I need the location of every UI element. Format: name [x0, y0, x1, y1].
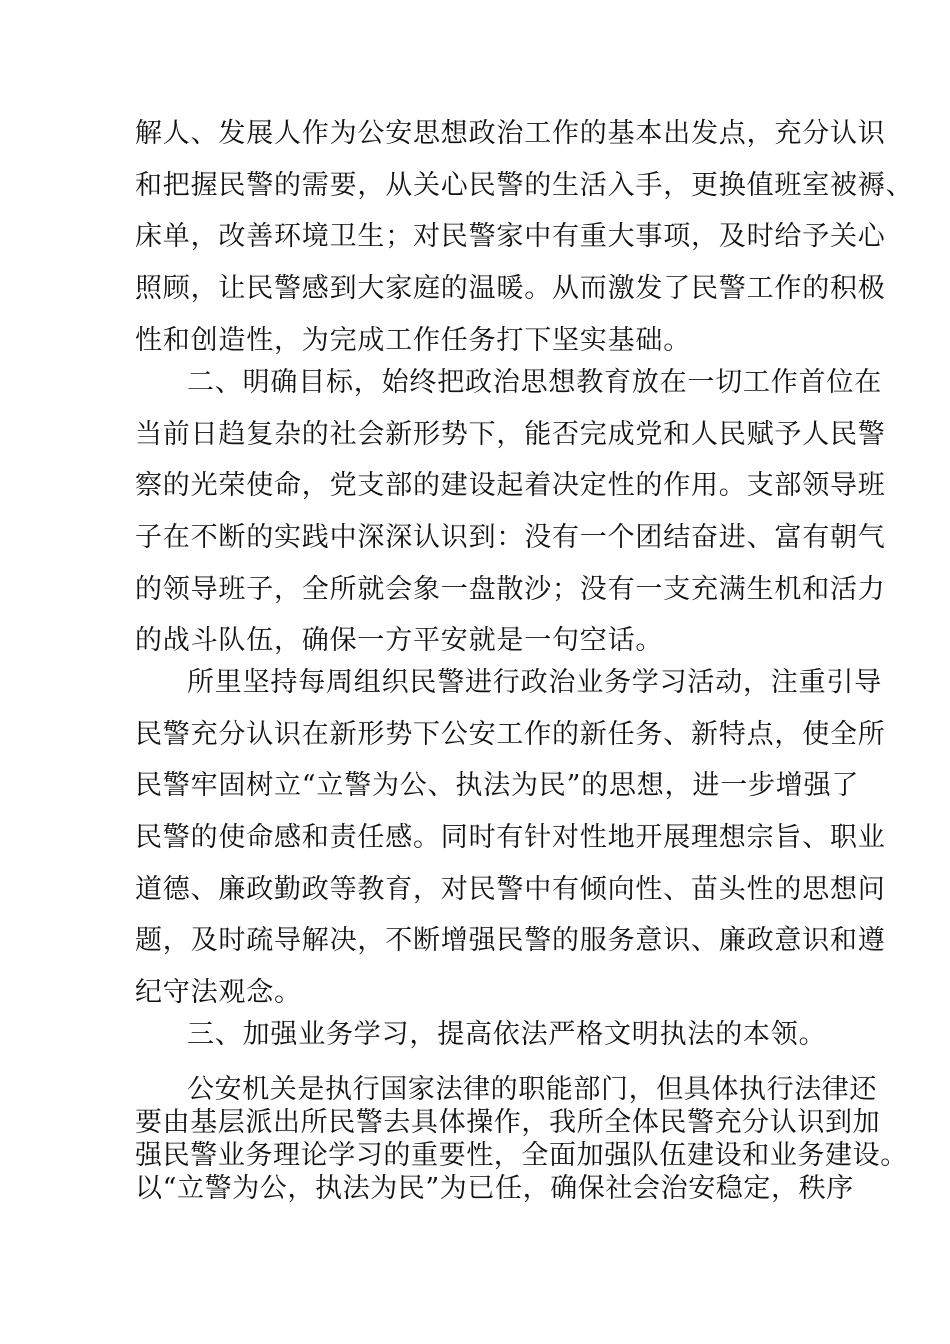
- paragraph-line: 性和创造性，为完成工作任务打下坚实基础。: [135, 324, 691, 356]
- paragraph-4: [135, 1009, 835, 1061]
- paragraph-line: 纪守法观念。: [135, 977, 302, 1009]
- section-heading: 三、加强业务学习，提高依法严格文明执法的本领。: [187, 1019, 827, 1050]
- paragraph-line: 和把握民警的需要，从关心民警的生活入手，更换值班室被褥、: [135, 169, 914, 201]
- paragraph-line: 察的光荣使命，党支部的建设起着决定性的作用。支部领导班: [135, 470, 886, 502]
- paragraph-line: 二、明确目标，始终把政治思想教育放在一切工作首位在: [187, 367, 882, 398]
- paragraph-line: 当前日趋复杂的社会新形势下，能否完成党和人民赋予人民警: [135, 418, 886, 450]
- paragraph-line: 道德、廉政勤政等教育，对民警中有倾向性、苗头性的思想问: [135, 873, 886, 905]
- paragraph-line: 的领导班子，全所就会象一盘散沙；没有一支充满生机和活力: [135, 573, 886, 605]
- paragraph-line: 解人、发展人作为公安思想政治工作的基本出发点，充分认识: [135, 118, 886, 149]
- paragraph-line: 题，及时疏导解决，不断增强民警的服务意识、廉政意识和遵: [135, 925, 886, 957]
- paragraph-line: 子在不断的实践中深深认识到：没有一个团结奋进、富有朝气: [135, 522, 886, 554]
- paragraph-1: [135, 108, 914, 366]
- paragraph-line: 民警的使命感和责任感。同时有针对性地开展理想宗旨、职业: [135, 822, 886, 854]
- paragraph-line: 的战斗队伍，确保一方平安就是一句空话。: [135, 625, 664, 657]
- paragraph-line: 以“立警为公，执法为民”为已任，确保社会治安稳定，秩序: [135, 1173, 854, 1204]
- paragraph-line: 床单，改善环境卫生；对民警家中有重大事项，及时给予关心: [135, 221, 886, 253]
- paragraph-line: 公安机关是执行国家法律的职能部门，但具体执行法律还: [187, 1074, 877, 1105]
- paragraph-line: 要由基层派出所民警去具体操作，我所全体民警充分认识到加: [135, 1107, 881, 1138]
- paragraph-line: 照顾，让民警感到大家庭的温暖。从而激发了民警工作的积极: [135, 273, 886, 305]
- paragraph-line: 民警牢固树立“立警为公、执法为民”的思想，进一步增强了: [135, 770, 860, 802]
- paragraph-5: [135, 1073, 908, 1205]
- paragraph-3: [135, 657, 886, 1019]
- paragraph-line: 强民警业务理论学习的重要性，全面加强队伍建设和业务建设。: [135, 1140, 908, 1171]
- paragraph-line: 所里坚持每周组织民警进行政治业务学习活动，注重引导: [187, 667, 882, 698]
- paragraph-line: 民警充分认识在新形势下公安工作的新任务、新特点，使全所: [135, 718, 886, 750]
- paragraph-2: [135, 357, 886, 667]
